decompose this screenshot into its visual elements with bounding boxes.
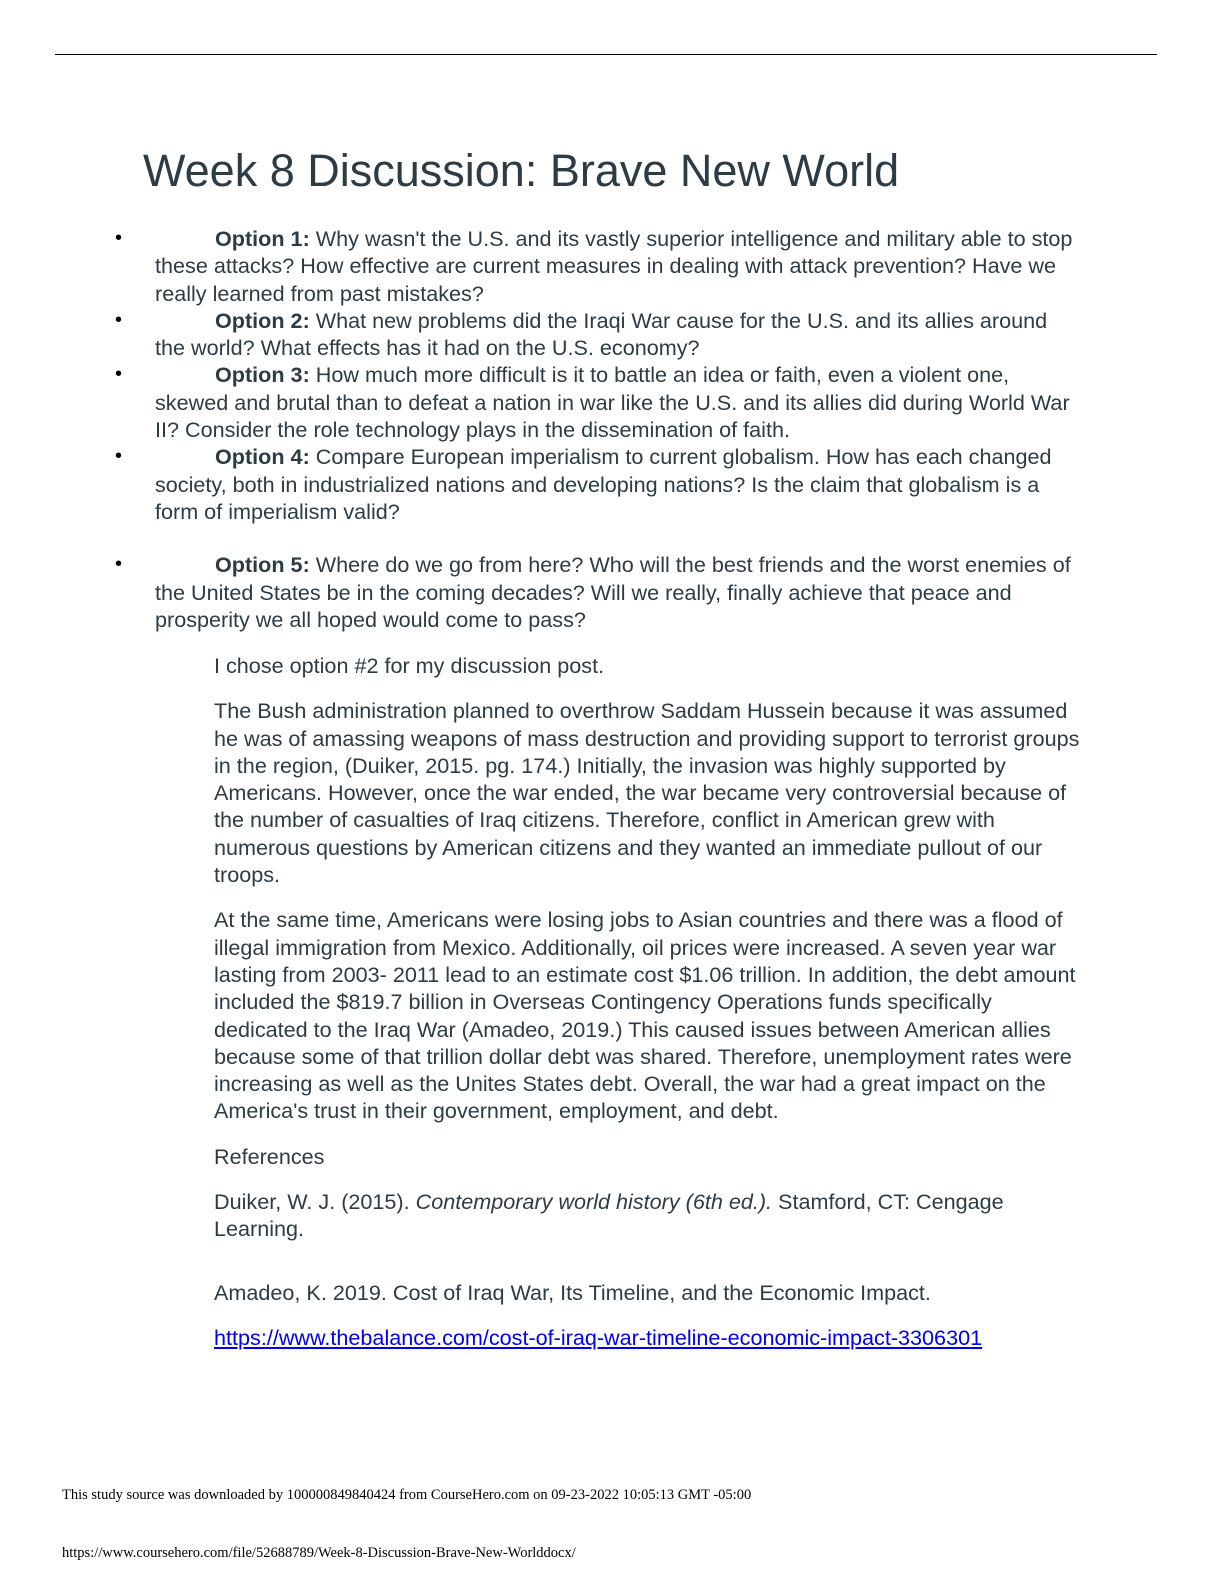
option-label: Option 5: [215, 552, 310, 578]
footer-source-note: This study source was downloaded by 100000849840424 from CourseHero.com on 09-23-2022 10:05:13 GMT -05:00 [62, 1487, 752, 1503]
references-heading: References [214, 1143, 325, 1169]
option-label: Option 4: [215, 444, 310, 470]
body-paragraph-1: The Bush administration planned to overthrow Saddam Hussein because it was assumed he was of amassing weapons of mass destruction and providing support to terrorist groups in the region, (Duiker, 2015. pg. 174.) Initially, the invasion was highly supported by Americans. However, once the war ended, the war became very controversial because of the number of casualties of Iraq citizens. Therefore, conflict in American grew with numerous questions by American citizens and they wanted an immediate pullout of our troops. [214, 698, 1080, 888]
reference-1 [214, 1188, 1084, 1243]
body-paragraph-2: At the same time, Americans were losing jobs to Asian countries and there was a flood of illegal immigration from Mexico. Additionally, oil prices were increased. A seven year war lasting from 2003- 2011 lead to an estimate cost $1.06 trillion. In addition, the debt amount included the $819.7 billion in Overseas Contingency Operations funds specifically dedicated to the Iraq War (Amadeo, 2019.) This caused issues between American allies because some of that trillion dollar debt was shared. Therefore, unemployment rates were increasing as well as the Unites States debt. Overall, the war had a great impact on the America's trust in their government, employment, and debt. [214, 907, 1076, 1124]
page-title: Week 8 Discussion: Brave New World [143, 145, 900, 196]
bullet-icon: • [115, 445, 123, 468]
bullet-icon: • [115, 553, 123, 576]
reference-2-link[interactable]: https://www.thebalance.com/cost-of-iraq-war-timeline-economic-impact-3306301 [214, 1324, 983, 1350]
option-item-3 [0, 361, 1224, 443]
intro-paragraph: I chose option #2 for my discussion post. [214, 653, 605, 678]
options-list [0, 225, 1224, 633]
footer-url: https://www.coursehero.com/file/52688789/Week-8-Discussion-Brave-New-Worlddocx/ [62, 1545, 576, 1561]
option-label: Option 3: [215, 362, 310, 388]
option-text: Where do we go from here? Who will the best friends and the worst enemies of the United States be in the coming decades? Will we really, finally achieve that peace and prosperity we all hoped would come to pass? [155, 552, 1071, 632]
reference-2: Amadeo, K. 2019. Cost of Iraq War, Its Timeline, and the Economic Impact. [214, 1279, 931, 1305]
option-text: Why wasn't the U.S. and its vastly superior intelligence and military able to stop these attacks? How effective are current measures in dealing with attack prevention? Have we really learned from past mistakes? [155, 226, 1073, 306]
reference-1-title: Contemporary world history (6th ed.). [415, 1189, 773, 1215]
reference-1-publisher: Stamford, CT: Cengage Learning. [214, 1189, 1004, 1242]
top-rule [55, 54, 1157, 55]
reference-1-author: Duiker, W. J. (2015). [214, 1189, 416, 1215]
option-item-5 [0, 551, 1224, 633]
option-text: What new problems did the Iraqi War cause for the U.S. and its allies around the world? What effects has it had on the U.S. economy? [155, 307, 1048, 361]
option-text: How much more difficult is it to battle an idea or faith, even a violent one, skewed and brutal than to defeat a nation in war like the U.S. and its allies did during World War II? Consider the role technology plays in the dissemination of faith. [155, 362, 1070, 443]
option-label: Option 1: [215, 226, 310, 251]
option-item-1 [0, 225, 1224, 307]
option-label: Option 2: [215, 307, 310, 333]
bullet-icon: • [115, 308, 123, 331]
option-item-2 [0, 307, 1224, 362]
option-text: Compare European imperialism to current globalism. How has each changed society, both in industrialized nations and developing nations? Is the claim that globalism is a form of imperialism valid? [155, 444, 1052, 524]
bullet-icon: • [115, 227, 123, 249]
bullet-icon: • [115, 363, 123, 386]
option-item-4 [0, 443, 1224, 525]
discussion-post [214, 652, 1084, 1369]
